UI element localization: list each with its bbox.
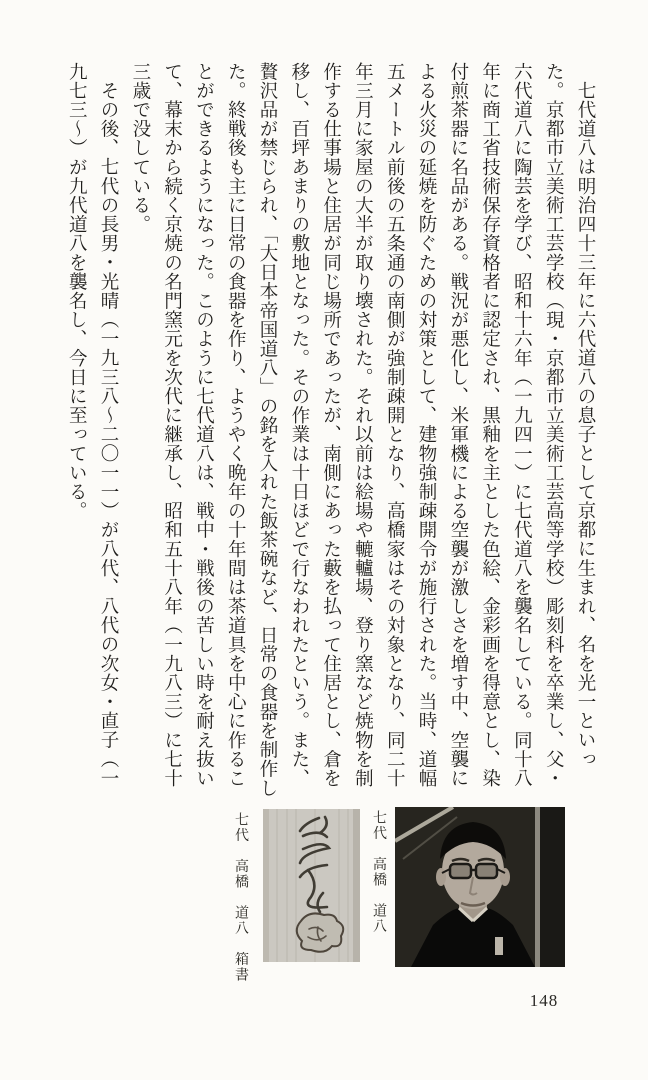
body-text — [52, 62, 600, 802]
portrait-photo — [395, 807, 565, 967]
page-number: 148 — [529, 991, 559, 1010]
paragraph-1: 七代道八は明治四十三年に六代道八の息子として京都に生まれ、名を光一といった。京都市立美術工芸学校（現・京都市立美術工芸高等学校）彫刻科を卒業し、父・六代道八に陶芸を学び、昭和十六年（一九四一）に七代道八を襲名している。同十八年に商工省技術保存資格者に認定され、黒釉を主とした色絵、金彩画を得意とし、染付煎茶器に名品がある。戦況が悪化し、米軍機による空襲が激しさを増す中、空襲による火災の延焼を防ぐための対策として、建物強制疎開令が施行された。当時、道幅五メートル前後の五条通の南側が強制疎開となり、高橋家はその対象となり、同二十年三月に家屋の大半が取り壊された。それ以前は絵場や轆轤場、登り窯など焼物を制作する仕事場と住居が同じ場所であったが、南側にあった藪を払って住居とし、倉を移し、百坪あまりの敷地となった。その作業は十日ほどで行なわれたという。また、贅沢品が禁じられ、「大日本帝国道八」の銘を入れた飯茶碗など、日常の食器を制作した。終戦後も主に日常の食器を作り、ようやく晩年の十年間は茶道具を中心に作ることができるようになった。このように七代道八は、戦中・戦後の苦しい時を耐え抜いて、幕末から続く京焼の名門窯元を次代に継承し、昭和五十八年（一九八三）に七十三歳で没している。 — [129, 62, 595, 798]
portrait-caption: 七代 高橋 道八 — [371, 810, 386, 934]
box-inscription-image — [263, 809, 360, 962]
box-inscription-caption: 七代 高橋 道八 箱書 — [233, 812, 248, 983]
portrait-photo-image — [395, 807, 565, 967]
paragraph-2: その後、七代の長男・光晴（一九三八～二〇一一）が八代、八代の次女・直子（一九七三～）が九代道八を襲名し、今日に至っている。 — [66, 62, 119, 788]
box-inscription-photo — [263, 809, 360, 962]
